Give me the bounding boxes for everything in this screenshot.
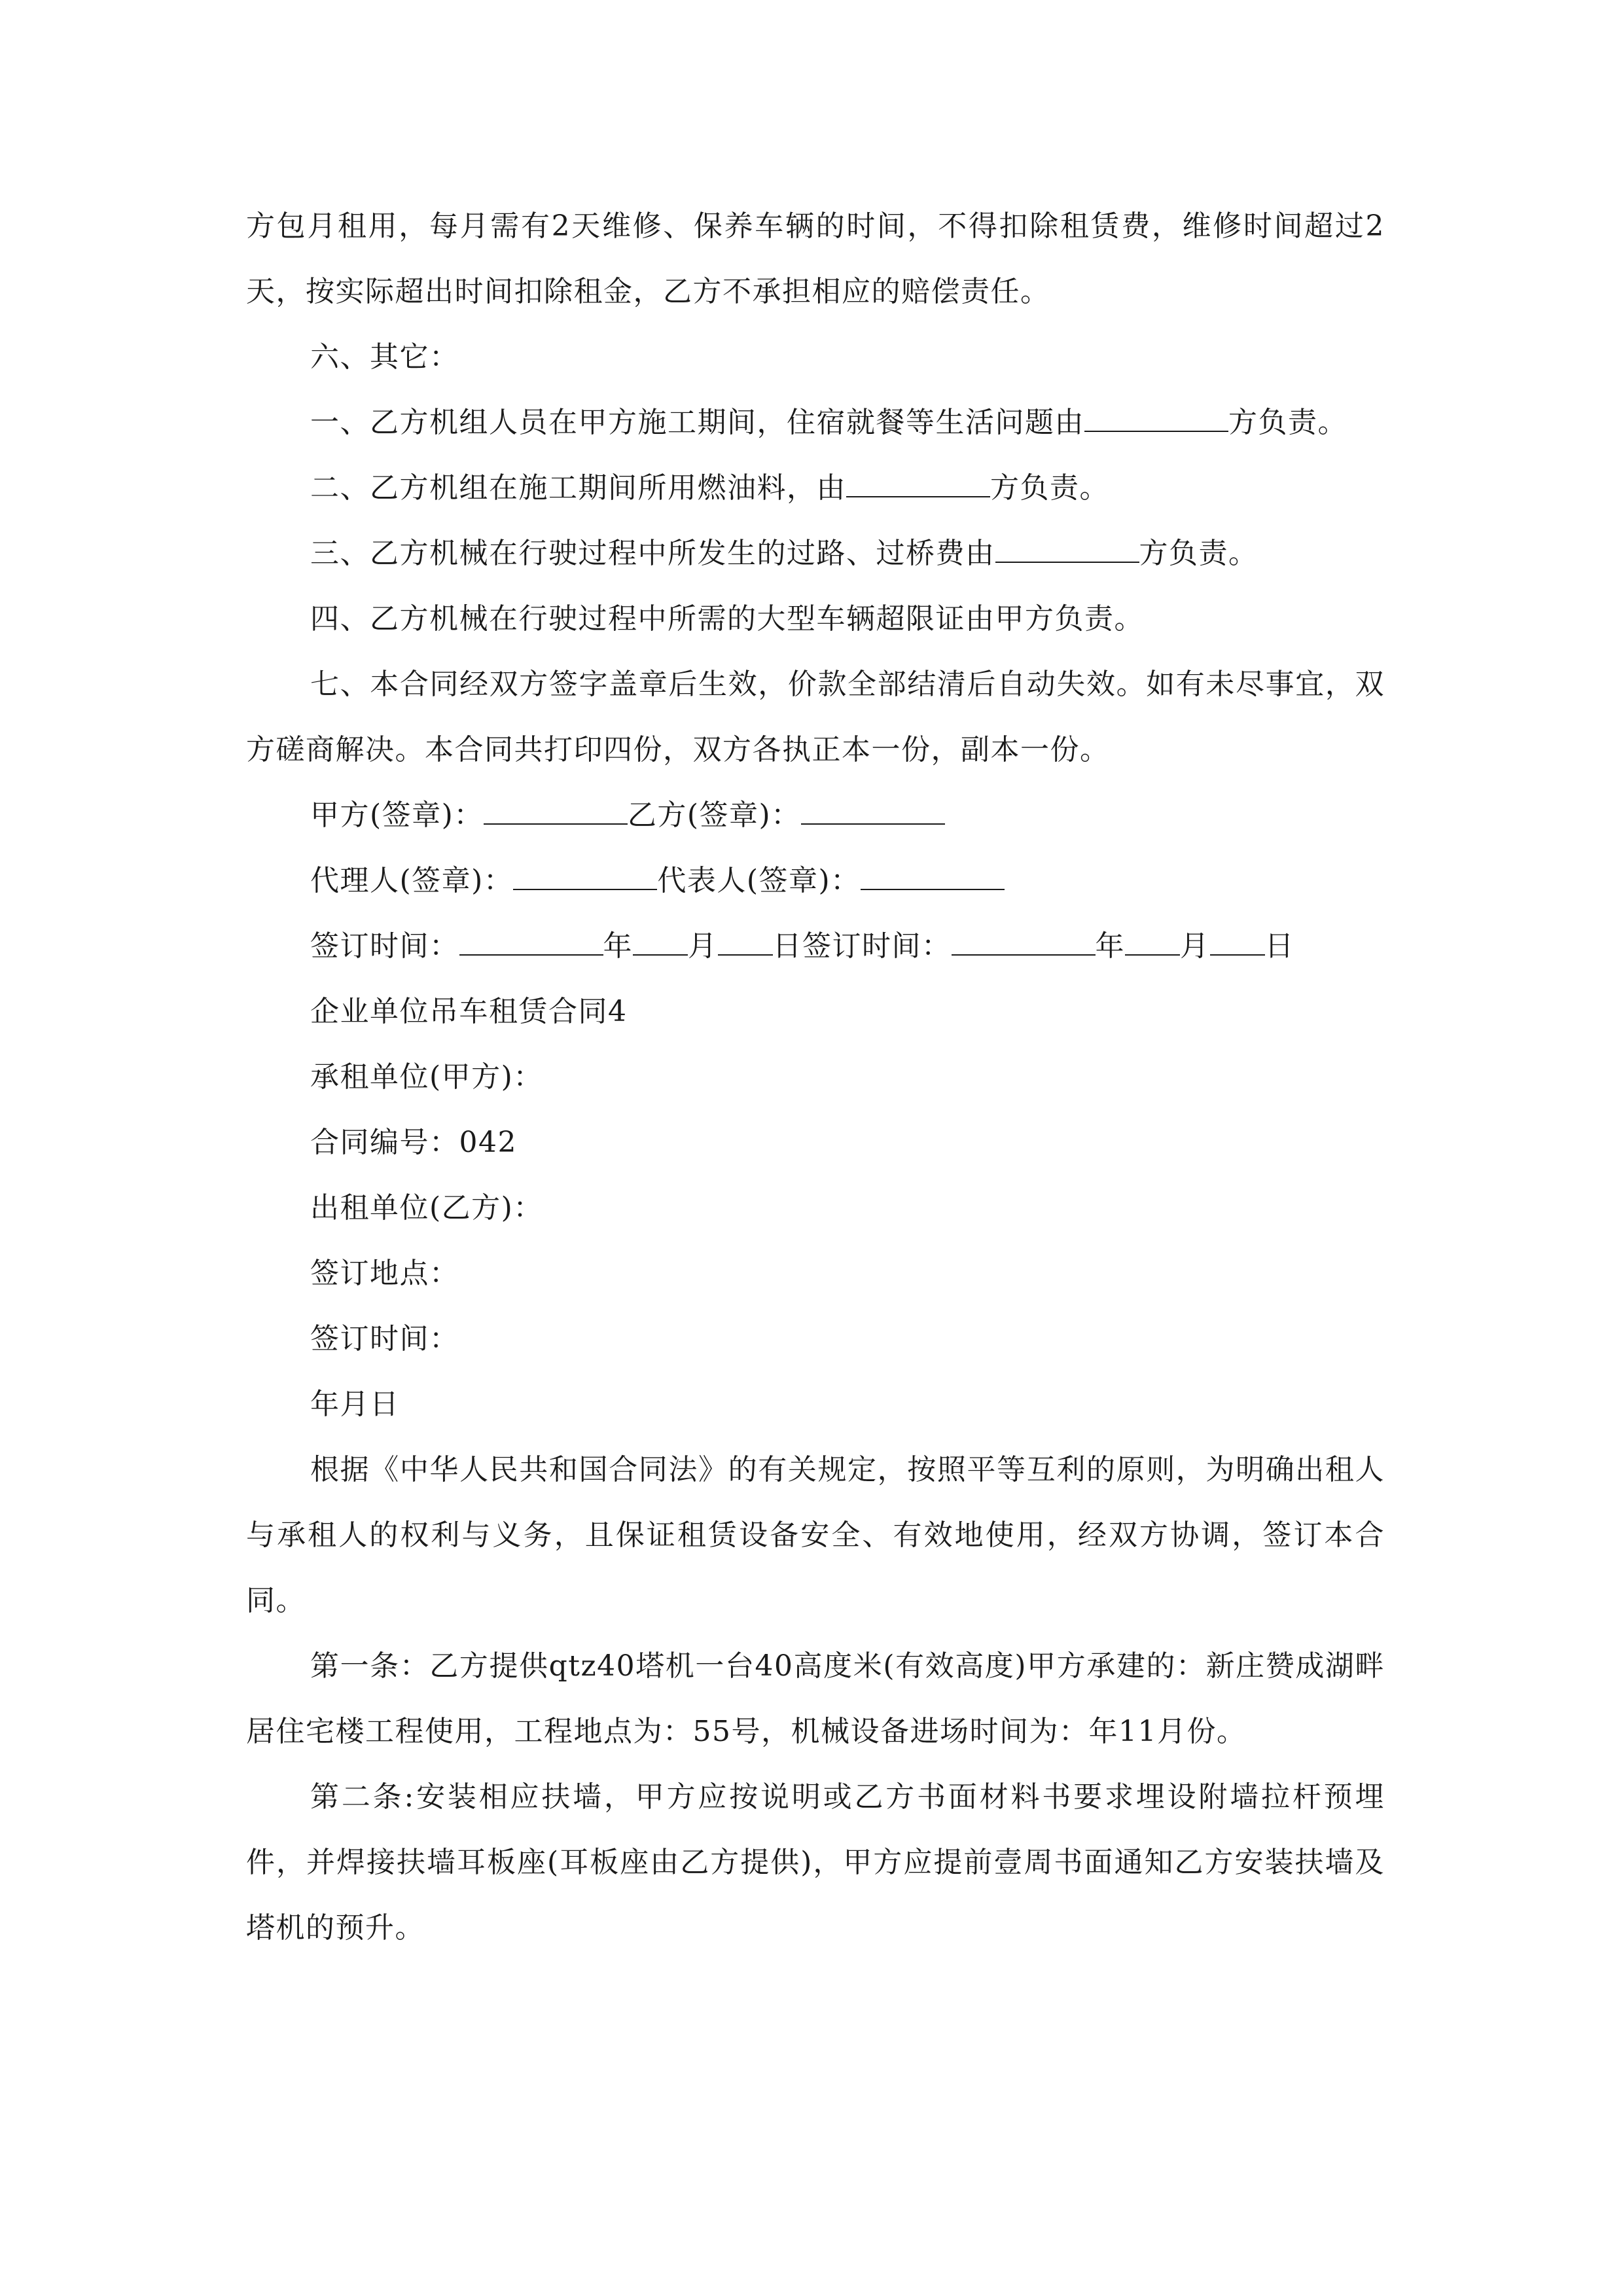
day-sign-date-label: 日签订时间： xyxy=(772,929,952,963)
article-one: 第一条：乙方提供qtz40塔机一台40高度米(有效高度)甲方承建的：新庄赞成湖畔居住宅楼工程使用，工程地点为：55号，机械设备进场时间为：年11月份。 xyxy=(246,1649,1385,1748)
blank-line xyxy=(801,800,945,825)
contract-number: 合同编号：042 xyxy=(310,1126,517,1159)
article-two: 第二条:安装相应扶墙，甲方应按说明或乙方书面材料书要求埋设附墙拉杆预埋件，并焊接扶墙耳板座(耳板座由乙方提供)，甲方应提前壹周书面通知乙方安装扶墙及塔机的预升。 xyxy=(246,1780,1385,1945)
signature-dates xyxy=(246,914,1385,979)
year-label: 年 xyxy=(1095,929,1125,963)
blank-line xyxy=(459,931,603,956)
blank-line xyxy=(484,800,628,825)
lessee-unit: 承租单位(甲方)： xyxy=(310,1060,543,1094)
date-line: 年月日 xyxy=(310,1388,400,1421)
clause-tolls-text: 三、乙方机械在行驶过程中所发生的过路、过桥费由 xyxy=(310,537,995,570)
signing-place: 签订地点： xyxy=(310,1257,459,1290)
day-label: 日 xyxy=(1264,929,1294,963)
blank-line xyxy=(718,931,773,956)
blank-line xyxy=(846,473,990,497)
lessor-unit: 出租单位(乙方)： xyxy=(310,1191,543,1225)
blank-line xyxy=(952,931,1096,956)
clause-fuel xyxy=(246,456,1385,521)
blank-line xyxy=(861,865,1005,890)
clause-accommodation-suffix: 方负责。 xyxy=(1228,406,1347,439)
clause-tolls xyxy=(246,521,1385,586)
signing-time: 签订时间： xyxy=(310,1322,459,1355)
blank-line xyxy=(995,538,1139,563)
signature-parties xyxy=(246,783,1385,848)
document-body xyxy=(246,194,1385,1961)
blank-line xyxy=(1210,931,1265,956)
clause-accommodation xyxy=(246,390,1385,456)
month-label: 月 xyxy=(688,929,718,963)
section-six-heading: 六、其它： xyxy=(310,340,459,374)
representative-sign-label: 代表人(签章)： xyxy=(657,864,861,897)
clause-fuel-suffix: 方负责。 xyxy=(990,471,1109,505)
agent-sign-label: 代理人(签章)： xyxy=(310,864,514,897)
signature-agents xyxy=(246,848,1385,914)
clause-tolls-suffix: 方负责。 xyxy=(1139,537,1258,570)
clause-oversize-permit: 四、乙方机械在行驶过程中所需的大型车辆超限证由甲方负责。 xyxy=(310,602,1144,636)
section-seven: 七、本合同经双方签字盖章后生效，价款全部结清后自动失效。如有未尽事宜，双方磋商解决。本合同共打印四份，双方各执正本一份，副本一份。 xyxy=(246,668,1385,766)
contract-title: 企业单位吊车租赁合同4 xyxy=(310,995,628,1028)
month-label: 月 xyxy=(1180,929,1210,963)
party-b-sign-label: 乙方(签章)： xyxy=(627,798,801,832)
clause-accommodation-text: 一、乙方机组人员在甲方施工期间，住宿就餐等生活问题由 xyxy=(310,406,1084,439)
blank-line xyxy=(633,931,688,956)
year-label: 年 xyxy=(603,929,633,963)
sign-date-label: 签订时间： xyxy=(310,929,459,963)
party-a-sign-label: 甲方(签章)： xyxy=(310,798,484,832)
blank-line xyxy=(1125,931,1180,956)
blank-line xyxy=(513,865,657,890)
blank-line xyxy=(1084,407,1228,432)
clause-fuel-text: 二、乙方机组在施工期间所用燃油料，由 xyxy=(310,471,846,505)
paragraph-rental-maintenance: 方包月租用，每月需有2天维修、保养车辆的时间，不得扣除租赁费，维修时间超过2天，按实际超出时间扣除租金，乙方不承担相应的赔偿责任。 xyxy=(246,209,1385,308)
preamble: 根据《中华人民共和国合同法》的有关规定，按照平等互利的原则，为明确出租人与承租人的权利与义务，且保证租赁设备安全、有效地使用，经双方协调，签订本合同。 xyxy=(246,1453,1385,1617)
